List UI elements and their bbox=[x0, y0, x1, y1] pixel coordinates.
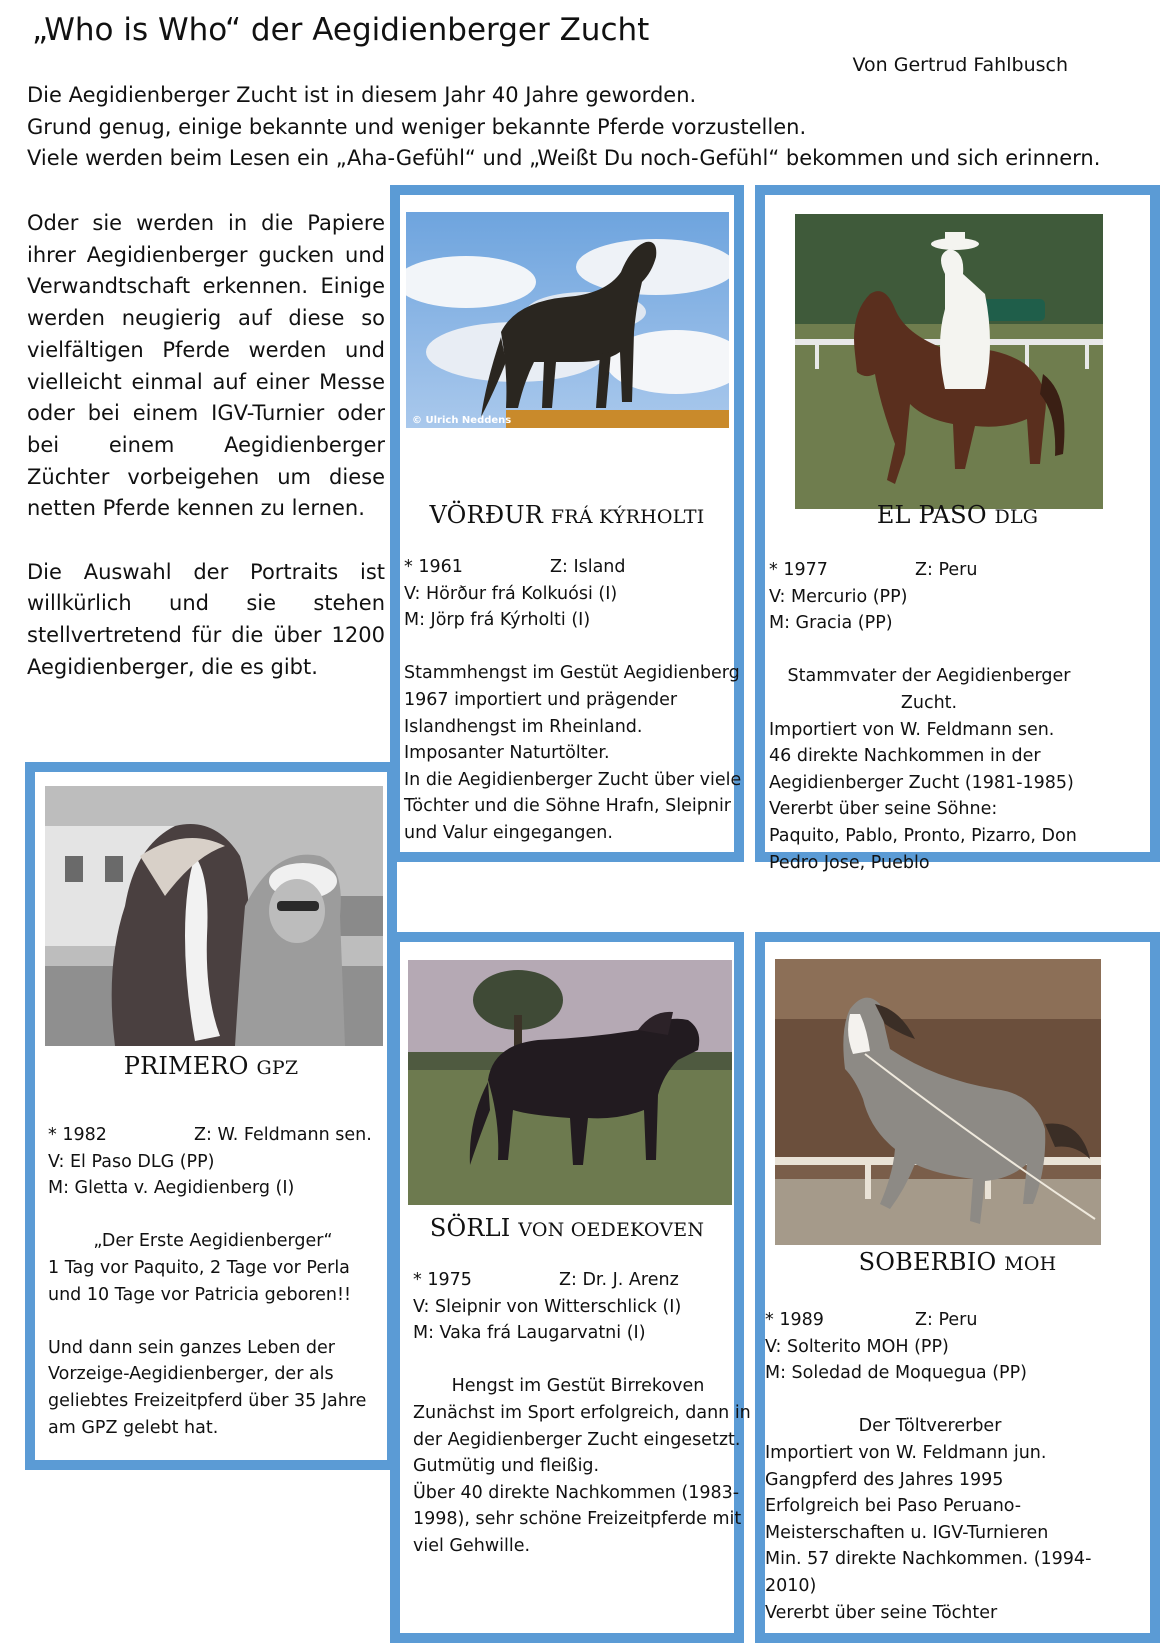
breeder: Z: Island bbox=[550, 557, 626, 577]
horse-name-suffix: FRÁ KÝRHOLTI bbox=[550, 506, 705, 528]
dam: M: Soledad de Moquegua (PP) bbox=[765, 1363, 1027, 1384]
birth-year: * 1989 bbox=[765, 1310, 824, 1330]
description-line: viel Gehwille. bbox=[413, 1535, 531, 1556]
description-line: Meisterschaften u. IGV-Turnieren bbox=[765, 1522, 1049, 1543]
description-line: Aegidienberger Zucht (1981-1985) bbox=[769, 772, 1074, 793]
side-paragraph: Oder sie werden in die Papiere ihrer Aegidienberger gucken und Verwandtschaft erkennen. Einige werden neugierig auf diese so vielfältigen Pferde werden und vielleicht einmal auf einer Messe oder bei einem IGV-Turnier oder bei einem Aegidienberger Züchter vorbeigehen um diese netten Pferde kennen zu lernen. bbox=[27, 211, 385, 521]
card-vordur bbox=[390, 185, 744, 862]
horse-name-suffix: MOH bbox=[1004, 1253, 1057, 1275]
photo-soberbio-lunging bbox=[775, 959, 1101, 1245]
description-line: 1998), sehr schöne Freizeitpferde mit bbox=[413, 1509, 742, 1530]
photo-vordur-statue bbox=[406, 212, 729, 428]
horse-details bbox=[769, 557, 1089, 876]
author-line: Von Gertrud Fahlbusch bbox=[852, 54, 1068, 76]
description-line: Töchter und die Söhne Hrafn, Sleipnir bbox=[404, 796, 731, 817]
intro-line: Die Aegidienberger Zucht ist in diesem Jahr 40 Jahre geworden. bbox=[27, 83, 697, 107]
description-line: Importiert von W. Feldmann sen. bbox=[769, 719, 1055, 740]
horse-name bbox=[765, 1248, 1150, 1276]
card-soberbio bbox=[755, 932, 1160, 1643]
description-line: 46 direkte Nachkommen in der bbox=[769, 746, 1041, 767]
description-line: der Aegidienberger Zucht eingesetzt. bbox=[413, 1429, 741, 1450]
description-line: Gangpferd des Jahres 1995 bbox=[765, 1469, 1004, 1490]
description-line: Islandhengst im Rheinland. bbox=[404, 716, 643, 737]
sire: V: Mercurio (PP) bbox=[769, 586, 908, 607]
horse-details bbox=[404, 554, 742, 847]
description-line: am GPZ gelebt hat. bbox=[48, 1417, 219, 1438]
photo-copyright: © Ulrich Neddens bbox=[412, 415, 512, 426]
horse-name-suffix: DLG bbox=[994, 506, 1039, 528]
horse-name-main: EL PASO bbox=[876, 501, 987, 529]
description-line: geliebtes Freizeitpferd über 35 Jahre bbox=[48, 1390, 367, 1411]
horse-name bbox=[400, 1214, 734, 1242]
horse-name-main: SÖRLI bbox=[429, 1214, 511, 1242]
breeder: Z: Dr. J. Arenz bbox=[559, 1270, 679, 1290]
card-elpaso bbox=[755, 185, 1160, 873]
intro-text bbox=[27, 80, 1100, 175]
dam: M: Vaka frá Laugarvatni (I) bbox=[413, 1323, 646, 1344]
dam: M: Gletta v. Aegidienberg (I) bbox=[48, 1178, 295, 1199]
birth-year: * 1977 bbox=[769, 560, 828, 580]
description-line: Imposanter Naturtölter. bbox=[404, 743, 610, 764]
description-line: 1 Tag vor Paquito, 2 Tage vor Perla bbox=[48, 1257, 350, 1278]
photo-sorli-paddock bbox=[408, 960, 732, 1205]
description-line: Stammhengst im Gestüt Aegidienberg bbox=[404, 663, 740, 684]
dam: M: Gracia (PP) bbox=[769, 613, 893, 634]
birth-year: * 1961 bbox=[404, 557, 463, 577]
description-line: Zunächst im Sport erfolgreich, dann in bbox=[413, 1402, 751, 1423]
side-text bbox=[27, 208, 385, 684]
description-line: Importiert von W. Feldmann jun. bbox=[765, 1442, 1047, 1463]
tagline: Hengst im Gestüt Birrekoven bbox=[451, 1376, 705, 1397]
description-line: und Valur eingegangen. bbox=[404, 822, 613, 843]
breeder: Z: Peru bbox=[915, 1310, 978, 1330]
dam: M: Jörp frá Kýrholti (I) bbox=[404, 610, 591, 631]
horse-name-suffix: VON OEDEKOVEN bbox=[518, 1219, 705, 1241]
horse-name-main: PRIMERO bbox=[123, 1052, 249, 1080]
description-line: Über 40 direkte Nachkommen (1983- bbox=[413, 1482, 740, 1503]
horse-name-main: VÖRÐUR bbox=[429, 501, 544, 529]
horse-details bbox=[765, 1307, 1095, 1626]
intro-line: Viele werden beim Lesen ein „Aha-Gefühl“ und „Weißt Du noch-Gefühl“ bekommen und sich erinnern. bbox=[27, 146, 1101, 170]
description-line: Pedro Jose, Pueblo bbox=[769, 852, 930, 873]
tagline: Der Töltvererber bbox=[858, 1416, 1002, 1437]
intro-line: Grund genug, einige bekannte und weniger bekannte Pferde vorzustellen. bbox=[27, 114, 807, 139]
description-line: Gutmütig und fleißig. bbox=[413, 1456, 600, 1477]
page-title: „Who is Who“ der Aegidienberger Zucht bbox=[32, 12, 650, 48]
breeder: Z: Peru bbox=[915, 560, 978, 580]
sire: V: Sleipnir von Witterschlick (I) bbox=[413, 1296, 682, 1317]
breeder: Z: W. Feldmann sen. bbox=[194, 1125, 372, 1145]
birth-year: * 1982 bbox=[48, 1125, 107, 1145]
description-line: Erfolgreich bei Paso Peruano- bbox=[765, 1496, 1022, 1517]
side-paragraph: Die Auswahl der Portraits ist willkürlich und sie stehen stellvertretend für die über 1200 Aegidienberger, die es gibt. bbox=[27, 559, 385, 679]
description-line: In die Aegidienberger Zucht über viele bbox=[404, 769, 742, 790]
horse-name bbox=[35, 1052, 387, 1080]
tagline: „Der Erste Aegidienberger“ bbox=[93, 1231, 333, 1252]
description-line: Paquito, Pablo, Pronto, Pizarro, Don bbox=[769, 825, 1077, 846]
sire: V: Solterito MOH (PP) bbox=[765, 1336, 949, 1357]
horse-name bbox=[400, 501, 734, 529]
horse-name bbox=[765, 501, 1150, 529]
description-line: Min. 57 direkte Nachkommen. (1994- bbox=[765, 1549, 1092, 1570]
horse-name-main: SOBERBIO bbox=[858, 1248, 997, 1276]
sire: V: Hörður frá Kolkuósi (I) bbox=[404, 583, 618, 604]
description-line: und 10 Tage vor Patricia geboren!! bbox=[48, 1284, 352, 1305]
description-line: Vererbt über seine Söhne: bbox=[769, 799, 998, 820]
horse-name-suffix: GPZ bbox=[256, 1057, 299, 1079]
description-line: Und dann sein ganzes Leben der bbox=[48, 1337, 335, 1358]
description-line: 2010) bbox=[765, 1575, 817, 1596]
sire: V: El Paso DLG (PP) bbox=[48, 1151, 215, 1172]
description-line: Vererbt über seine Töchter bbox=[765, 1602, 998, 1623]
horse-details bbox=[413, 1267, 751, 1560]
description-line: Vorzeige-Aegidienberger, der als bbox=[48, 1364, 334, 1385]
tagline: Stammvater der Aegidienberger Zucht. bbox=[787, 666, 1071, 713]
description-line: 1967 importiert und prägender bbox=[404, 689, 678, 710]
card-primero bbox=[25, 762, 397, 1470]
card-sorli bbox=[390, 932, 751, 1643]
photo-elpaso-rider bbox=[795, 214, 1103, 509]
birth-year: * 1975 bbox=[413, 1270, 472, 1290]
photo-primero-portrait bbox=[45, 786, 383, 1046]
horse-details bbox=[48, 1122, 378, 1441]
